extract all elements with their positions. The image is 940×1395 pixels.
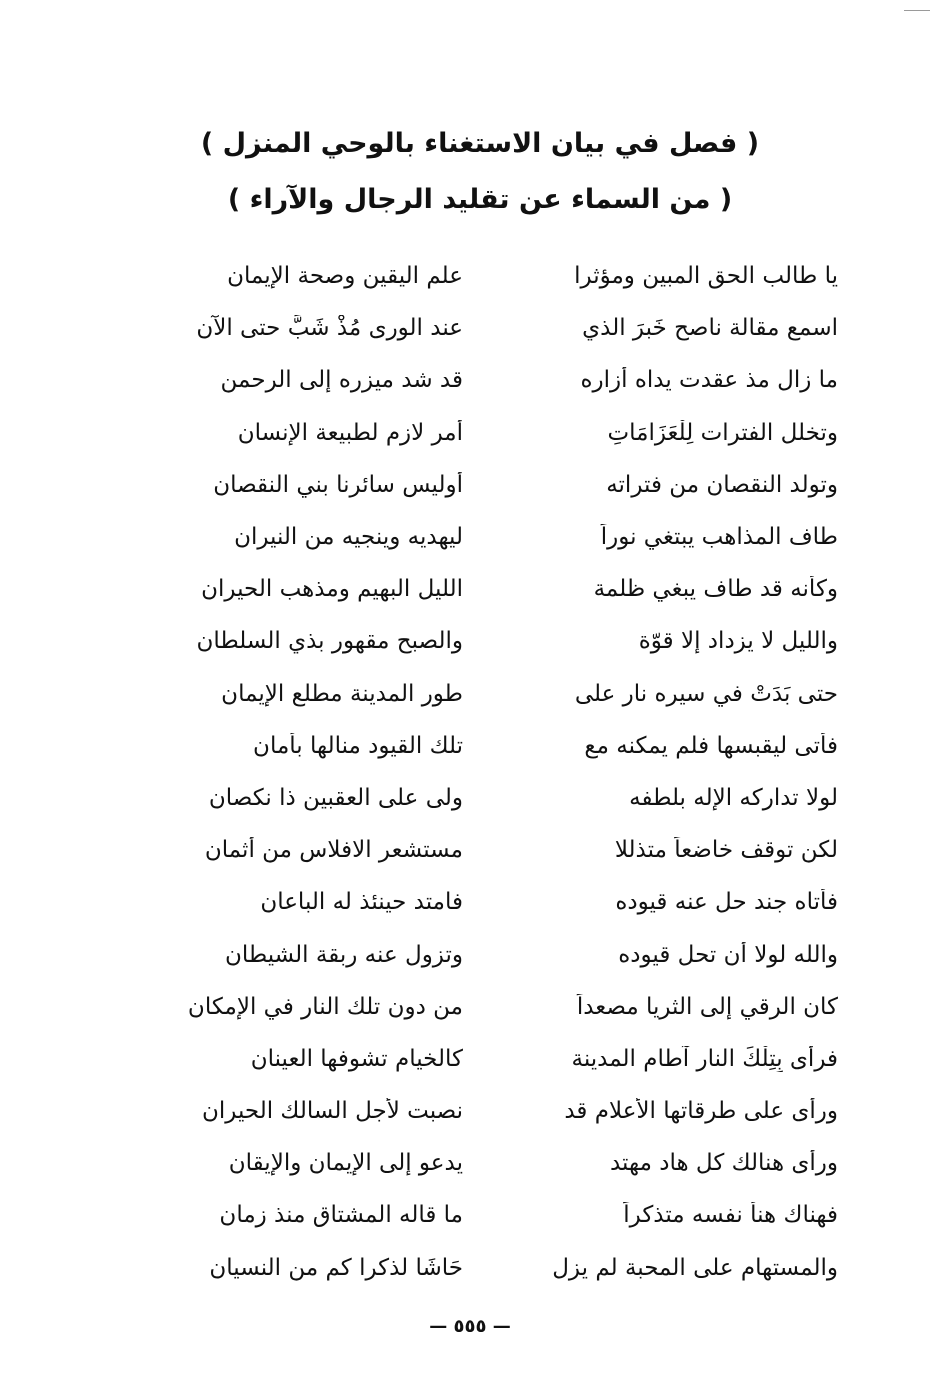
verse-first-hemistich: ورأى هنالك كل هاد مهتد (609, 1150, 838, 1177)
verse-first-hemistich: لولا تداركه الإله بلطفه (629, 784, 838, 811)
verse-first-hemistich: ورأى على طرقاتها الأعلام قد (564, 1098, 838, 1125)
verse-first-hemistich: حتى بَدَتْ في سيره نار على (574, 680, 838, 707)
verse-first-hemistich: فرأى بِتِلْكَ النار آطام المدينة (571, 1045, 838, 1072)
verse-second-hemistich: ليهديه وينجيه من النيران (234, 524, 463, 551)
verse-first-hemistich: طاف المذاهب يبتغي نوراً (600, 524, 838, 551)
verse-first-hemistich: ما زال مذ عقدت يداه أزاره (580, 367, 838, 394)
verse-first-hemistich: اسمع مقالة ناصح خَبرَ الذي (582, 315, 838, 342)
verse-second-hemistich: الليل البهيم ومذهب الحيران (201, 576, 463, 603)
verse-line (128, 1189, 838, 1241)
verse-line (128, 250, 838, 302)
verse-line (128, 563, 838, 615)
verse-line (128, 876, 838, 928)
verse-line (128, 511, 838, 563)
verse-first-hemistich: فأتاه جند حل عنه قيوده (615, 889, 838, 916)
verse-line (128, 824, 838, 876)
poem-body (128, 250, 838, 1294)
page-number: — ٥٥٥ — (429, 1316, 511, 1337)
corner-rule (904, 10, 930, 11)
verse-first-hemistich: وكأنه قد طاف يبغي ظلمة (593, 576, 838, 603)
verse-second-hemistich: علم اليقين وصحة الإيمان (227, 263, 463, 290)
verse-first-hemistich: يا طالب الحق المبين ومؤثرا (574, 263, 838, 290)
verse-first-hemistich: والله لولا أن تحل قيوده (618, 941, 838, 968)
verse-line (128, 772, 838, 824)
section-title-line-2: ( من السماء عن تقليد الرجال والآراء ) (227, 184, 733, 215)
verse-second-hemistich: من دون تلك النار في الإمكان (187, 993, 463, 1020)
verse-line (128, 1137, 838, 1189)
verse-line (128, 1242, 838, 1294)
verse-line (128, 928, 838, 980)
verse-second-hemistich: قد شد ميزره إلى الرحمن (220, 367, 463, 394)
verse-first-hemistich: كان الرقي إلى الثريا مصعداً (576, 993, 838, 1020)
verse-second-hemistich: ولى على العقبين ذا نكصان (208, 784, 463, 811)
verse-line (128, 407, 838, 459)
verse-second-hemistich: حَاشَا لذكرا كم من النسيان (209, 1254, 463, 1281)
section-title-line-1: ( فصل في بيان الاستغناء بالوحي المنزل ) (200, 128, 760, 159)
verse-first-hemistich: فهناك هنأ نفسه متذكراً (623, 1202, 838, 1229)
verse-line (128, 1085, 838, 1137)
verse-second-hemistich: وتزول عنه ربقة الشيطان (224, 941, 463, 968)
verse-second-hemistich: أمر لازم لطبيعة الإنسان (237, 419, 463, 446)
verse-line (128, 981, 838, 1033)
verse-second-hemistich: مستشعر الافلاس من أثمان (204, 837, 463, 864)
verse-line (128, 1033, 838, 1085)
verse-second-hemistich: أوليس سائرنا بني النقصان (213, 471, 463, 498)
verse-second-hemistich: تلك القيود منالها بأمان (253, 732, 463, 759)
verse-second-hemistich: والصبح مقهور بذي السلطان (196, 628, 463, 655)
verse-second-hemistich: طور المدينة مطلع الإيمان (221, 680, 463, 707)
verse-line (128, 668, 838, 720)
verse-second-hemistich: يدعو إلى الإيمان والإيقان (228, 1150, 463, 1177)
verse-first-hemistich: فأتى ليقبسها فلم يمكنه مع (584, 732, 838, 759)
verse-second-hemistich: نصبت لأجل السالك الحيران (201, 1098, 463, 1125)
verse-line (128, 302, 838, 354)
verse-first-hemistich: لكن توقف خاضعاً متذللا (614, 837, 838, 864)
verse-second-hemistich: كالخيام تشوفها العينان (250, 1045, 463, 1072)
verse-second-hemistich: فامتد حينئذ له الباعان (260, 889, 463, 916)
verse-first-hemistich: والمستهام على المحبة لم يزل (552, 1254, 838, 1281)
verse-line (128, 354, 838, 406)
verse-line (128, 720, 838, 772)
verse-first-hemistich: وتولد النقصان من فتراته (606, 471, 838, 498)
verse-second-hemistich: ما قاله المشتاق منذ زمان (219, 1202, 463, 1229)
verse-line (128, 615, 838, 667)
verse-line (128, 459, 838, 511)
verse-first-hemistich: والليل لا يزداد إلا قوّة (638, 628, 838, 655)
verse-first-hemistich: وتخلل الفترات لِلْعَزَامَاتِ (607, 419, 838, 446)
verse-second-hemistich: عند الورى مُذْ شَبَّ حتى الآن (196, 315, 463, 342)
